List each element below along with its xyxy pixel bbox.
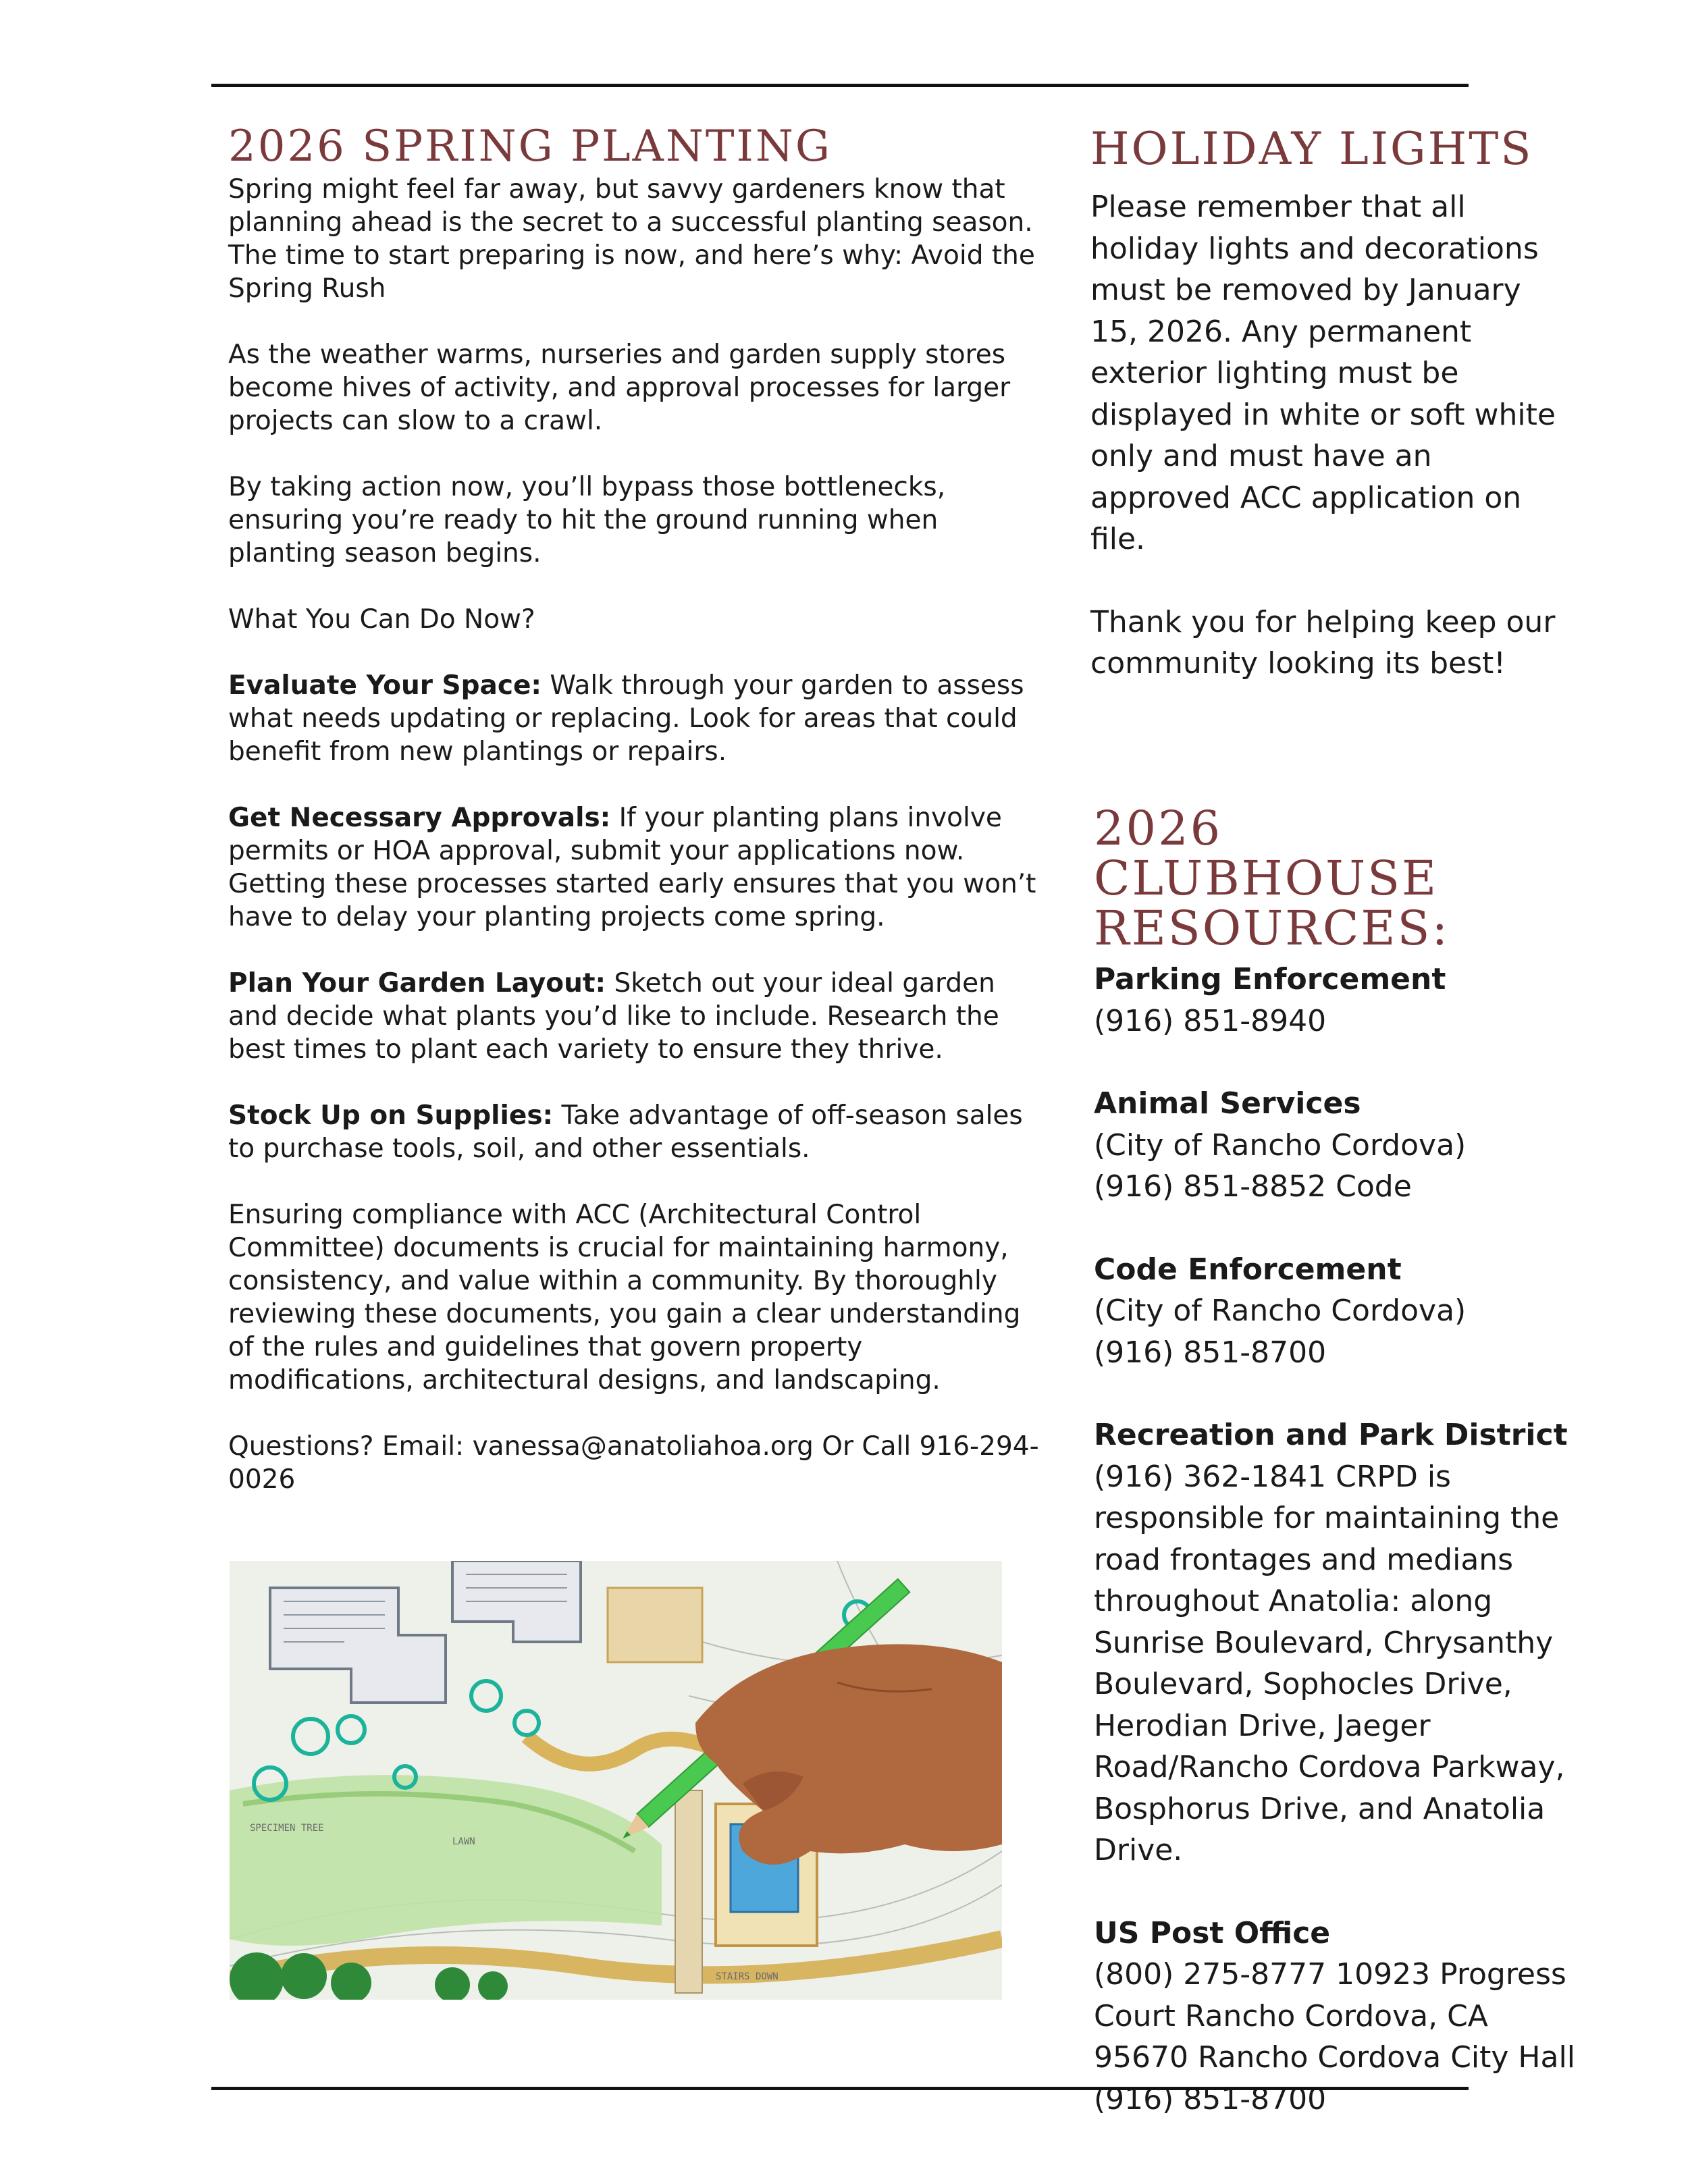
sketch-label: SPECIMEN TREE — [250, 1823, 324, 1834]
bottleneck-paragraph: By taking action now, you’ll bypass those bottlenecks, ensuring you’re ready to hit the ground running when planting season begins. — [228, 472, 946, 568]
holiday-lights-body: Please remember that all holiday lights and decorations must be removed by January 15, 2026. Any permanent exterior lighting must be displayed in white or soft white only and must have an approved ACC application on file. — [1090, 190, 1556, 556]
resource-detail: (916) 851-8852 Code — [1094, 1169, 1412, 1204]
spring-planting-article — [228, 120, 1052, 1496]
resource-parking — [1094, 959, 1580, 1042]
tip-garden-layout — [228, 967, 1052, 1066]
resource-recreation-park — [1094, 1414, 1580, 1871]
resource-detail: (916) 851-8940 — [1094, 1003, 1327, 1038]
tip-label: Evaluate Your Space: — [228, 670, 542, 701]
spring-planting-heading: 2026 SPRING PLANTING — [228, 122, 832, 171]
resource-detail: (916) 362-1841 CRPD is responsible for maintaining the road frontages and medians throughout Anatolia: along Sunrise Boulevard, Chrysanthy Boulevard, Sophocles Drive, Herodian Drive, Jaeger Road/Rancho Cordova Parkway, Bosphorus Drive, and Anatolia Drive. — [1094, 1459, 1565, 1867]
garden-plan-photo — [230, 1561, 1002, 2000]
tip-text: If your planting plans involve permits or HOA approval, submit your applications now. Getting these processes started early ensures that you won’t have to delay your planting projects come spring. — [228, 803, 1036, 932]
what-you-can-do-paragraph: What You Can Do Now? — [228, 604, 535, 635]
resource-detail: (City of Rancho Cordova) — [1094, 1127, 1467, 1163]
resource-name: Animal Services — [1094, 1086, 1361, 1121]
tip-text: Walk through your garden to assess what needs updating or replacing. Look for areas that could benefit from new plantings or repairs. — [228, 670, 1024, 767]
resource-code-enforcement — [1094, 1249, 1580, 1374]
clubhouse-resources-heading: 2026 CLUBHOUSE RESOURCES: — [1094, 801, 1450, 956]
resource-animal-services — [1094, 1083, 1580, 1208]
resource-detail: (916) 851-8700 — [1094, 1335, 1327, 1370]
sketch-label: LAWN — [452, 1836, 475, 1847]
intro-paragraph: Spring might feel far away, but savvy gardeners know that planning ahead is the secret to a successful planting season. The time to start preparing is now, and here’s why: Avoid the Spring Rush — [228, 174, 1035, 304]
tip-text: Sketch out your ideal garden and decide what plants you’d like to include. Research the best times to plant each variety to ensure they thrive. — [228, 968, 999, 1065]
tip-evaluate-space — [228, 669, 1052, 768]
clubhouse-resources-section — [1094, 803, 1580, 2161]
resource-detail: (800) 275-8777 10923 Progress Court Rancho Cordova, CA 95670 Rancho Cordova City Hall (916) 851-8700 — [1094, 1957, 1575, 2116]
tip-text: Take advantage of off-season sales to purchase tools, soil, and other essentials. — [228, 1100, 1023, 1164]
tip-label: Get Necessary Approvals: — [228, 803, 611, 833]
resource-name: Recreation and Park District — [1094, 1418, 1568, 1452]
tip-label: Stock Up on Supplies: — [228, 1100, 554, 1131]
bottom-divider — [211, 2087, 1469, 2090]
resource-name: Parking Enforcement — [1094, 962, 1446, 996]
resource-name: Code Enforcement — [1094, 1252, 1402, 1287]
spring-rush-paragraph: As the weather warms, nurseries and garden supply stores become hives of activity, and approval processes for larger projects can slow to a crawl. — [228, 340, 1011, 436]
sketch-label: STAIRS DOWN — [716, 1971, 779, 1982]
garden-plan-illustration — [230, 1561, 1002, 2000]
holiday-thanks: Thank you for helping keep our community looking its best! — [1090, 604, 1556, 681]
contact-paragraph: Questions? Email: vanessa@anatoliahoa.org Or Call 916-294-0026 — [228, 1431, 1039, 1495]
resource-name: US Post Office — [1094, 1915, 1331, 1950]
holiday-lights-section — [1090, 119, 1563, 726]
tip-supplies — [228, 1099, 1052, 1165]
acc-compliance-paragraph: Ensuring compliance with ACC (Architectural Control Committee) documents is crucial for maintaining harmony, consistency, and value within a community. By thoroughly reviewing these documents, you gain a clear understanding of the rules and guidelines that govern property modifications, architectural designs, and landscaping. — [228, 1200, 1021, 1395]
tip-approvals — [228, 801, 1052, 934]
tip-label: Plan Your Garden Layout: — [228, 968, 606, 998]
holiday-lights-heading: HOLIDAY LIGHTS — [1090, 123, 1533, 175]
top-divider — [211, 84, 1469, 87]
resource-detail: (City of Rancho Cordova) — [1094, 1294, 1467, 1328]
